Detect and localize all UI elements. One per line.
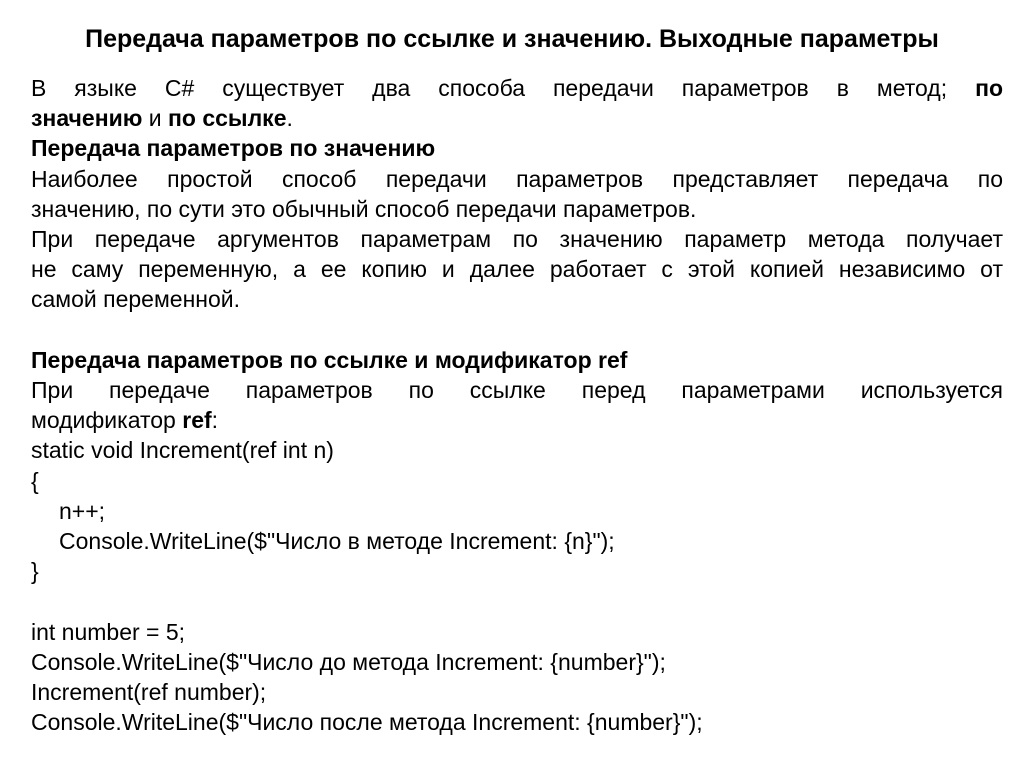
code-line: Console.WriteLine($"Число до метода Increment: {number}"); (31, 648, 666, 675)
by-ref-colon: : (211, 407, 219, 434)
code-line: Console.WriteLine($"Число после метода Increment: {number}"); (31, 709, 703, 736)
by-ref-p1-line1: При передаче параметров по ссылке перед параметрами используется (31, 377, 1003, 404)
by-value-p2-line2: не саму переменную, а ее копию и далее работает с этой копией независимо от (31, 256, 1003, 283)
code-line: } (31, 558, 39, 585)
code-line: Console.WriteLine($"Число в методе Increment: {n}"); (59, 528, 615, 555)
slide-body (31, 73, 1003, 737)
intro-and: и (142, 105, 169, 132)
intro-period: . (286, 105, 293, 132)
by-value-p2-line3: самой переменной. (31, 286, 240, 313)
intro-bold-po: по (975, 75, 1004, 101)
by-value-p2-line1: При передаче аргументов параметрам по значению параметр метода получает (31, 226, 1003, 253)
by-ref-modifier-text: модификатор (31, 407, 183, 434)
heading-by-ref: Передача параметров по ссылке и модификатор ref (31, 346, 628, 373)
code-line: Increment(ref number); (31, 679, 267, 706)
intro-line-2 (31, 103, 1003, 133)
slide-title: Передача параметров по ссылке и значению. Выходные параметры (85, 25, 939, 53)
code-line: int number = 5; (31, 618, 186, 645)
intro-bold-by-ref: по ссылке (168, 105, 287, 132)
blank-line (31, 586, 1003, 616)
by-ref-p1-line2 (31, 405, 1003, 435)
by-value-p1-line2: значению, по сути это обычный способ передачи параметров. (31, 195, 697, 222)
code-line: static void Increment(ref int n) (31, 437, 334, 464)
heading-by-value: Передача параметров по значению (31, 135, 436, 162)
intro-text: В языке C# существует два способа передачи параметров в метод; (31, 75, 948, 101)
intro-line-1 (31, 73, 1003, 103)
blank-line (31, 315, 1003, 345)
by-value-p1-line1: Наиболее простой способ передачи параметров представляет передача по (31, 165, 1003, 192)
ref-keyword: ref (182, 407, 212, 434)
code-line: n++; (59, 497, 106, 524)
intro-bold-by-value: значению (31, 105, 143, 132)
code-line: { (31, 467, 39, 494)
